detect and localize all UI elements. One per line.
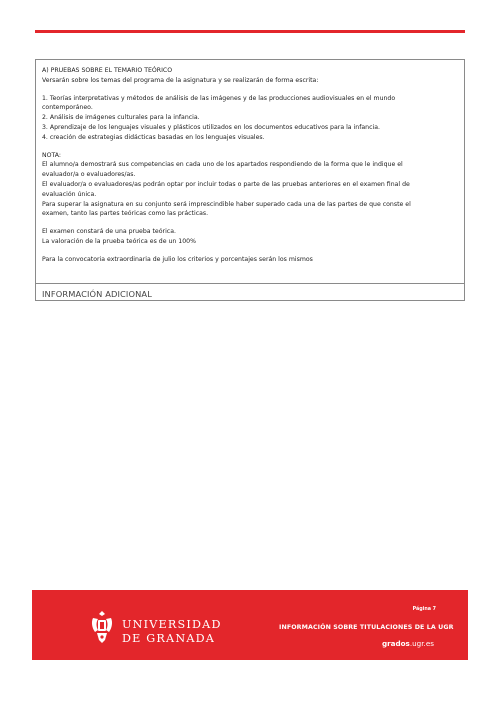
university-crest-icon [89, 610, 115, 644]
nota-label: NOTA: [42, 151, 62, 159]
exam-line: El examen constará de una prueba teórica. [42, 228, 176, 236]
nota-line: evaluador/a o evaluadores/as. [42, 171, 136, 179]
header-rule [35, 30, 465, 33]
nota-line: El alumno/a demostrará sus competencias en cada uno de los apartados respondiendo de la forma que le indique el [42, 161, 403, 169]
university-name-line2: DE GRANADA [122, 632, 216, 645]
extraordinaria-line: Para la convocatoria extraordinaria de julio los criterios y porcentajes serán los mismos [42, 255, 313, 263]
page-number: Página 7 [412, 607, 436, 612]
grados-link-rest: .ugr.es [409, 639, 434, 648]
exam-line: La valoración de la prueba teórica es de un 100% [42, 237, 196, 245]
topic-line: contemporáneo. [42, 104, 93, 112]
section-heading: A) PRUEBAS SOBRE EL TEMARIO TEÓRICO [42, 67, 173, 74]
topic-line: 1. Teorías interpretativas y métodos de análisis de las imágenes y de las producciones audiovisuales en el mundo [42, 94, 396, 102]
topic-line: 2. Análisis de imágenes culturales para la infancia. [42, 114, 200, 122]
evaluation-cell [36, 60, 464, 284]
grados-link-strong: grados [381, 639, 410, 648]
nota-line: evaluación única. [42, 190, 97, 198]
evaluation-table [35, 59, 465, 301]
grados-link[interactable] [382, 639, 434, 648]
nota-line: El evaluador/a o evaluadores/as podrán optar por incluir todas o parte de las pruebas anteriores en el examen final de [42, 180, 410, 188]
topic-line: 4. creación de estrategias didácticas basadas en los lenguajes visuales. [42, 133, 265, 141]
page-footer [32, 590, 468, 660]
titulaciones-label: INFORMACIÓN SOBRE TITULACIONES DE LA UGR [279, 624, 454, 631]
nota-line: Para superar la asignatura en su conjunto será imprescindible haber superado cada una de las partes de que conste el [42, 200, 411, 208]
additional-info-heading: INFORMACIÓN ADICIONAL [42, 289, 152, 299]
university-name-line1: UNIVERSIDAD [122, 618, 222, 631]
intro-text: Versarán sobre los temas del programa de la asignatura y se realizarán de forma escrita: [42, 76, 319, 84]
topic-line: 3. Aprendizaje de los lenguajes visuales y plásticos utilizados en los documentos educativos para la infancia. [42, 123, 380, 131]
nota-line: examen, tanto las partes teóricas como las prácticas. [42, 210, 209, 218]
